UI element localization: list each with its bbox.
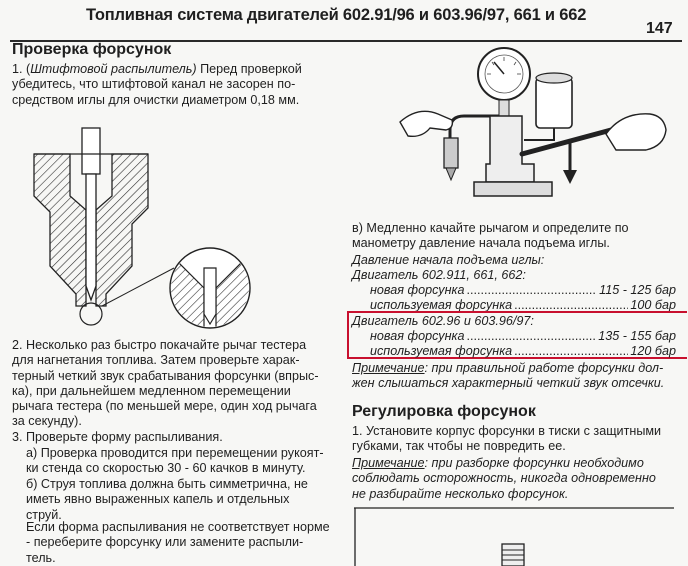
engine-1-title: Двигатель 602.911, 661, 662: — [352, 268, 526, 282]
page-number: 147 — [646, 20, 673, 37]
table-row: новая форсунка ..... 135 - 155 бар — [370, 329, 676, 344]
nozzle-cross-section-diagram — [14, 118, 332, 334]
step-3-title: 3. Проверьте форму распыливания. — [12, 430, 223, 444]
injector-tester-illustration — [394, 42, 680, 214]
step-3c-text: Если форма распыливания не соответствует норме - переберите форсунку или замените распыли- тель. — [26, 520, 330, 565]
engine-2-title: Двигатель 602.96 и 603.96/97: — [352, 314, 534, 328]
step-3b-text: б) Струя топлива должна быть симметрична, не иметь явно выраженных капель и отдельных струй. — [26, 477, 308, 522]
step-v-text: в) Медленно качайте рычагом и определите по манометру давление начала подъема иглы. — [352, 221, 629, 251]
table-row: новая форсунка ..... 115 - 125 бар — [370, 283, 676, 298]
note-2-text: Примечание: при разборке форсунки необходимо соблюдать осторожность, никогда одновременно не разбирайте несколько форсунок. — [352, 456, 656, 501]
section-title-injector-check: Проверка форсунок — [12, 41, 172, 58]
table-row: используемая форсунка ..... 100 бар — [370, 298, 676, 313]
page-header-title: Топливная система двигателей 602.91/96 и 603.96/97, 661 и 662 — [86, 6, 587, 24]
adjust-step-1-text: 1. Установите корпус форсунки в тиски с защитными губками, так чтобы не повредить ее. — [352, 424, 662, 454]
step-3a-text: а) Проверка проводится при перемещении рукоят- ки стенда со скоростью 30 - 60 качков в минуту. — [26, 446, 324, 476]
table-row: используемая форсунка ..... 120 бар — [370, 344, 676, 359]
step-2-text: 2. Несколько раз быстро покачайте рычаг тестера для нагнетания топлива. Затем проверьте харак- терный четкий звук срабатывания форсунки (впрыс- ка), при дальнейшем медленном перемещении рычага тестера (по меньшей мере, один ход рычага за секунду). — [12, 338, 319, 429]
pressure-title: Давление начала подъема иглы: — [352, 253, 545, 267]
engine-1-table — [370, 283, 676, 314]
section-title-injector-adjust: Регулировка форсунок — [352, 403, 536, 420]
note-1-text: Примечание: при правильной работе форсунки дол- жен слышаться характерный четкий звук отсечки. — [352, 361, 665, 391]
injector-vise-illustration — [354, 506, 674, 566]
engine-2-table — [370, 329, 676, 360]
step-1-text: 1. (Штифтовой распылитель) Перед проверкой убедитесь, что штифтовой канал не засорен по- средством иглы для очистки диаметром 0,18 мм. — [12, 62, 302, 107]
